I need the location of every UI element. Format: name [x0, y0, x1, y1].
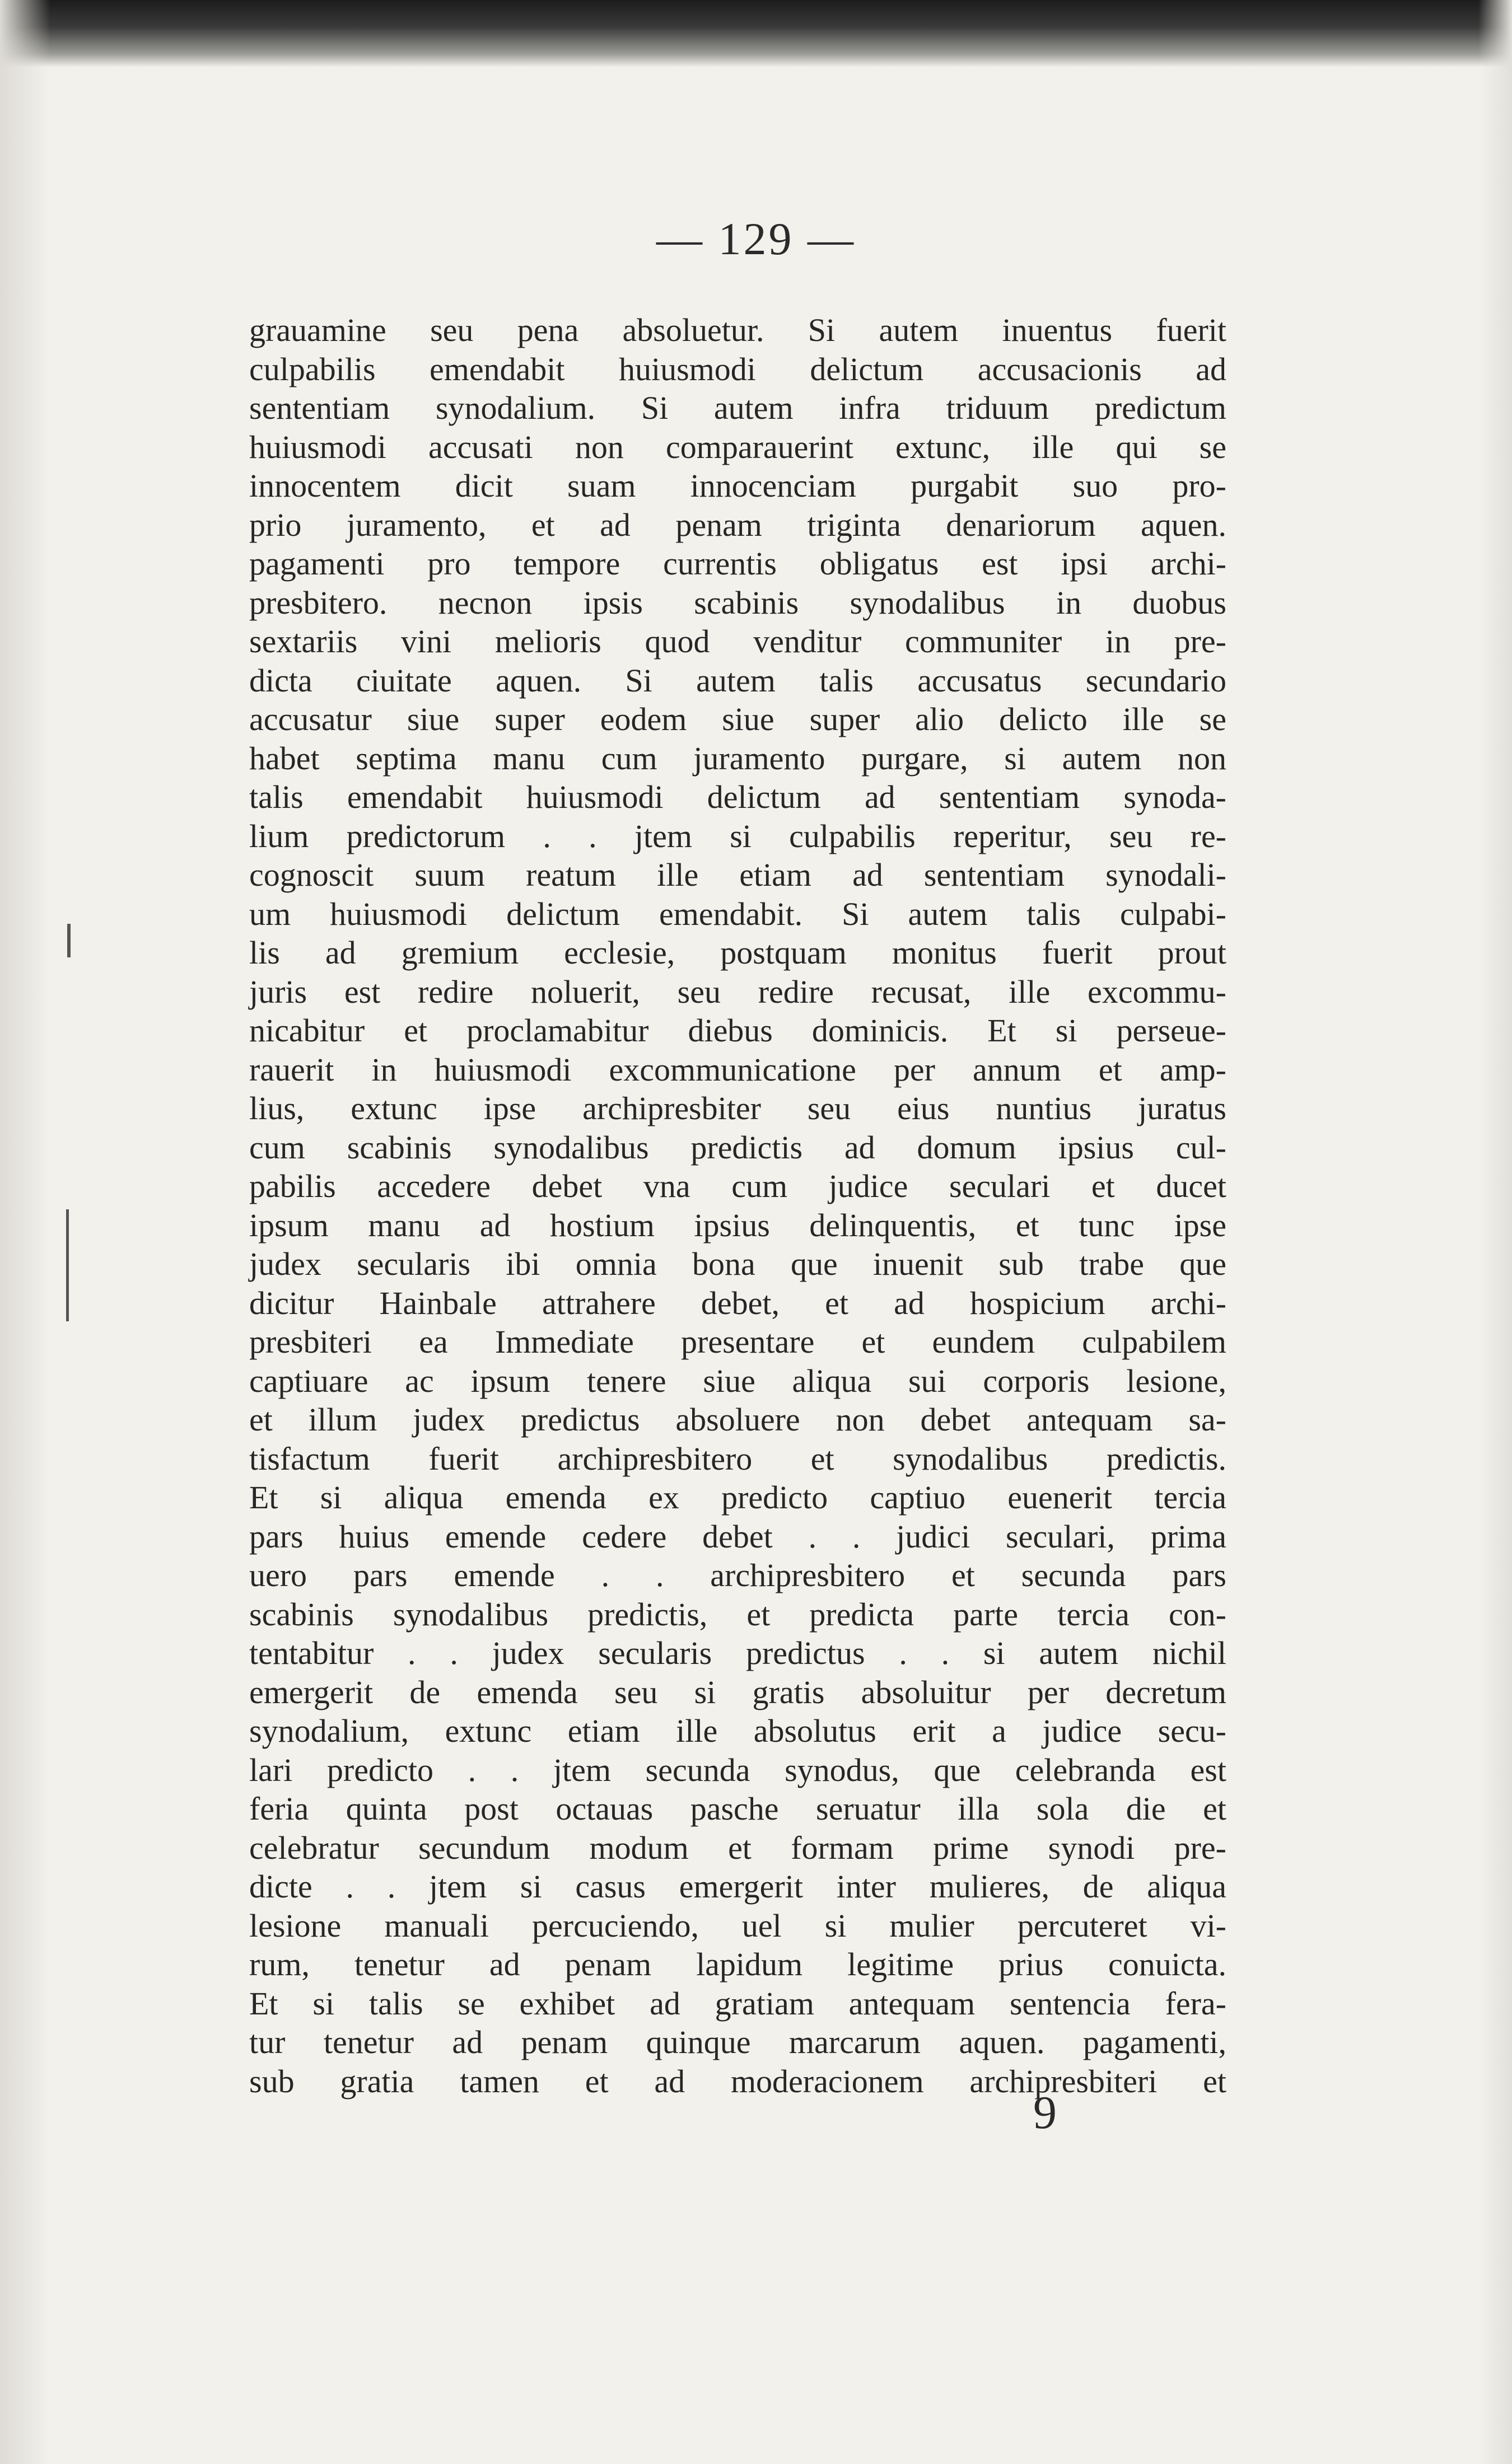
text-line: sub gratia tamen et ad moderacionem archipresbiteri et [249, 2063, 1226, 2100]
text-line: et illum judex predictus absoluere non debet antequam sa- [249, 1401, 1226, 1438]
text-line: tur tenetur ad penam quinque marcarum aquen. pagamenti, [249, 2024, 1226, 2060]
text-line: grauamine seu pena absoluetur. Si autem inuentus fuerit [249, 312, 1226, 348]
scan-edge-right [1478, 0, 1512, 2464]
text-line: lium predictorum . . jtem si culpabilis reperitur, seu re- [249, 817, 1226, 854]
text-line: habet septima manu cum juramento purgare, si autem non [249, 740, 1226, 777]
margin-mark [67, 924, 71, 957]
text-line: rum, tenetur ad penam lapidum legitime prius conuicta. [249, 1946, 1226, 1983]
text-line: huiusmodi accusati non comparauerint extunc, ille qui se [249, 428, 1226, 465]
text-line: feria quinta post octauas pasche seruatur illa sola die et [249, 1790, 1226, 1827]
text-line: sententiam synodalium. Si autem infra triduum predictum [249, 390, 1226, 426]
text-line: uero pars emende . . archipresbitero et secunda pars [249, 1557, 1226, 1593]
text-line: lius, extunc ipse archipresbiter seu eius nuntius juratus [249, 1090, 1226, 1126]
text-line: lari predicto . . jtem secunda synodus, que celebranda est [249, 1751, 1226, 1788]
text-line: dicte . . jtem si casus emergerit inter mulieres, de aliqua [249, 1868, 1226, 1905]
text-line: Et si aliqua emenda ex predicto captiuo euenerit tercia [249, 1479, 1226, 1516]
text-line: dicta ciuitate aquen. Si autem talis accusatus secundario [249, 662, 1226, 699]
text-line: innocentem dicit suam innocenciam purgabit suo pro- [249, 467, 1226, 504]
scan-edge-top [0, 0, 1512, 67]
text-line: captiuare ac ipsum tenere siue aliqua sui corporis lesione, [249, 1362, 1226, 1399]
text-line: presbiteri ea Immediate presentare et eundem culpabilem [249, 1324, 1226, 1360]
page-number-header: — 129 — [656, 213, 856, 264]
text-line: lesione manuali percuciendo, uel si mulier percuteret vi- [249, 1907, 1226, 1944]
text-line: prio juramento, et ad penam triginta denariorum aquen. [249, 506, 1226, 543]
text-line: judex secularis ibi omnia bona que inuenit sub trabe que [249, 1246, 1226, 1282]
body-text [249, 311, 1226, 2101]
text-line: tentabitur . . judex secularis predictus . . si autem nichil [249, 1635, 1226, 1671]
text-line: pabilis accedere debet vna cum judice seculari et ducet [249, 1168, 1226, 1204]
text-line: emergerit de emenda seu si gratis absoluitur per decretum [249, 1673, 1226, 1710]
text-line: talis emendabit huiusmodi delictum ad sententiam synoda- [249, 779, 1226, 815]
text-line: culpabilis emendabit huiusmodi delictum accusacionis ad [249, 350, 1226, 387]
text-line: cum scabinis synodalibus predictis ad domum ipsius cul- [249, 1129, 1226, 1166]
text-line: sextariis vini melioris quod venditur communiter in pre- [249, 623, 1226, 660]
text-line: lis ad gremium ecclesie, postquam monitus fuerit prout [249, 934, 1226, 971]
signature-mark: 9 [1033, 2087, 1057, 2139]
text-line: juris est redire noluerit, seu redire recusat, ille excommu- [249, 973, 1226, 1010]
text-line: presbitero. necnon ipsis scabinis synodalibus in duobus [249, 584, 1226, 621]
text-line: nicabitur et proclamabitur diebus dominicis. Et si perseue- [249, 1012, 1226, 1049]
text-line: accusatur siue super eodem siue super alio delicto ille se [249, 701, 1226, 737]
text-line: celebratur secundum modum et formam prime synodi pre- [249, 1829, 1226, 1866]
text-line: dicitur Hainbale attrahere debet, et ad hospicium archi- [249, 1284, 1226, 1321]
text-line: synodalium, extunc etiam ille absolutus erit a judice secu- [249, 1713, 1226, 1749]
text-line: um huiusmodi delictum emendabit. Si autem talis culpabi- [249, 895, 1226, 932]
margin-mark [66, 1209, 69, 1321]
text-line: tisfactum fuerit archipresbitero et synodalibus predictis. [249, 1440, 1226, 1477]
text-line: pagamenti pro tempore currentis obligatus est ipsi archi- [249, 545, 1226, 582]
text-line: pars huius emende cedere debet . . judici seculari, prima [249, 1518, 1226, 1555]
text-line: ipsum manu ad hostium ipsius delinquentis, et tunc ipse [249, 1207, 1226, 1243]
text-line: rauerit in huiusmodi excommunicatione per annum et amp- [249, 1051, 1226, 1088]
scan-edge-left [0, 0, 50, 2464]
text-line: cognoscit suum reatum ille etiam ad sententiam synodali- [249, 857, 1226, 893]
text-line: Et si talis se exhibet ad gratiam antequam sentencia fera- [249, 1985, 1226, 2022]
text-line: scabinis synodalibus predictis, et predicta parte tercia con- [249, 1596, 1226, 1633]
